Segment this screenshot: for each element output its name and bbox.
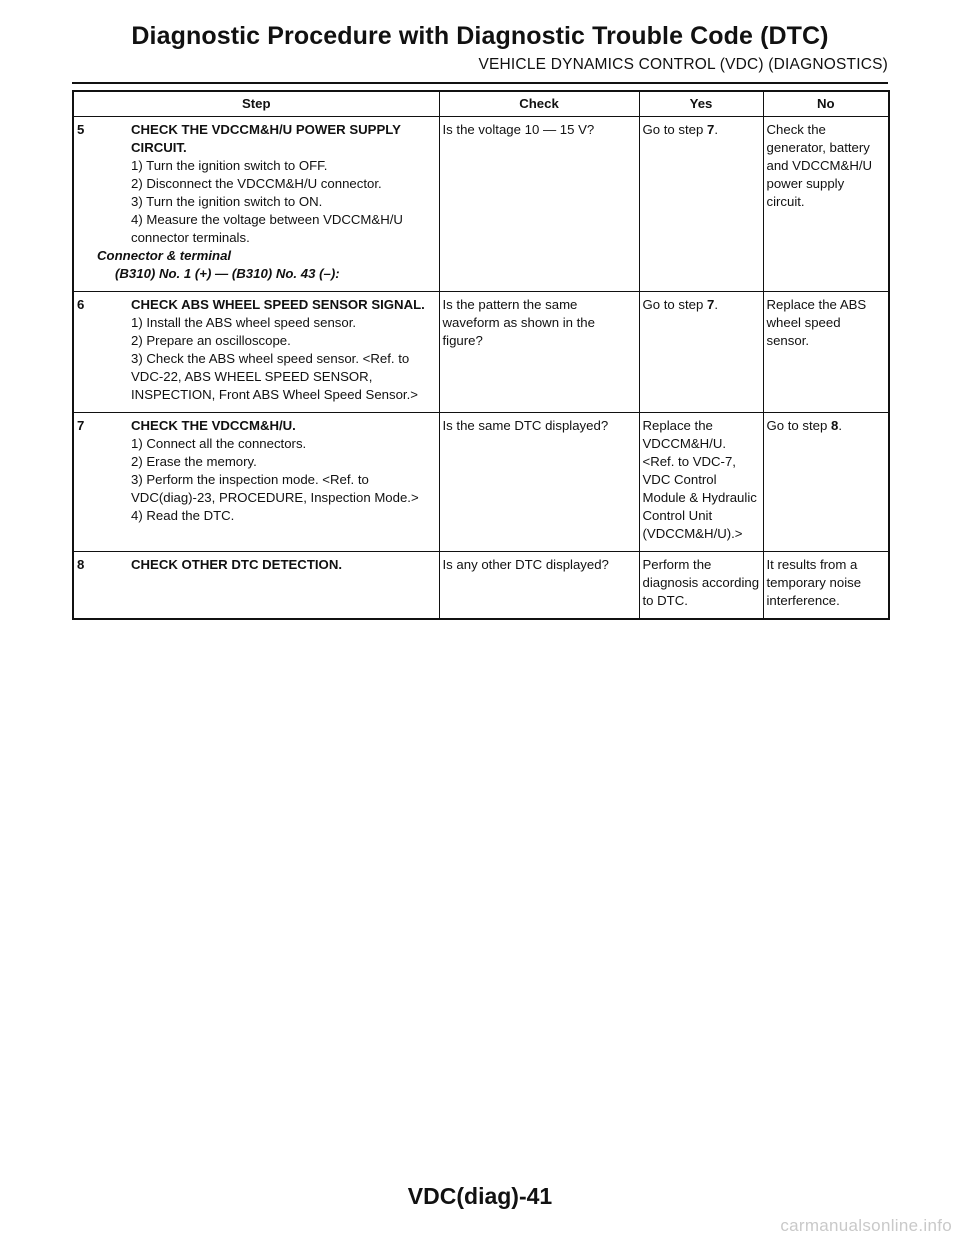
header-divider [72, 82, 888, 84]
step-instruction: 1) Connect all the connectors. [131, 436, 307, 451]
yes-cell [639, 292, 763, 413]
no-suffix: . [838, 418, 843, 433]
table-row [73, 552, 889, 620]
step-instruction: 1) Turn the ignition switch to OFF. [131, 158, 328, 173]
step-instruction: 4) Measure the voltage between VDCCM&H/U connector terminals. [131, 212, 403, 245]
column-header-step: Step [73, 91, 439, 117]
page-number: VDC(diag)-41 [407, 1183, 553, 1209]
no-step-ref: 8 [831, 418, 839, 433]
check-cell: Is any other DTC displayed? [439, 552, 639, 620]
step-instruction: 1) Install the ABS wheel speed sensor. [131, 315, 357, 330]
check-cell: Is the same DTC displayed? [439, 413, 639, 552]
no-cell: Replace the ABS wheel speed sensor. [763, 292, 889, 413]
check-cell: Is the voltage 10 — 15 V? [439, 117, 639, 292]
table-row [73, 413, 889, 552]
section-subtitle: VEHICLE DYNAMICS CONTROL (VDC) (DIAGNOSTICS) [478, 56, 888, 73]
yes-text: Go to step [642, 297, 708, 312]
step-number: 7 [77, 418, 85, 433]
step-instruction: 4) Read the DTC. [131, 508, 235, 523]
column-header-check: Check [439, 91, 639, 117]
step-instruction: 3) Check the ABS wheel speed sensor. <Ref. to VDC-22, ABS WHEEL SPEED SENSOR, INSPECTION, Front ABS Wheel Speed Sensor.> [131, 351, 418, 402]
step-number: 8 [77, 557, 85, 572]
watermark: carmanualsonline.info [780, 1216, 952, 1235]
step-instruction: 2) Erase the memory. [131, 454, 257, 469]
table-header-row [73, 91, 889, 117]
step-cell [73, 413, 439, 552]
no-cell: It results from a temporary noise interference. [763, 552, 889, 620]
step-number: 5 [77, 122, 85, 137]
step-cell [73, 552, 439, 620]
step-title: CHECK THE VDCCM&H/U. [131, 418, 296, 433]
table-row [73, 117, 889, 292]
step-cell [73, 292, 439, 413]
step-instruction: 3) Perform the inspection mode. <Ref. to VDC(diag)-23, PROCEDURE, Inspection Mode.> [131, 472, 419, 505]
step-title: CHECK ABS WHEEL SPEED SENSOR SIGNAL. [131, 297, 425, 312]
yes-cell: Replace the VDCCM&H/U. <Ref. to VDC-7, VDC Control Module & Hydraulic Control Unit (VDCCM&H/U).> [639, 413, 763, 552]
step-number: 6 [77, 297, 85, 312]
step-cell [73, 117, 439, 292]
no-cell [763, 413, 889, 552]
step-title: CHECK THE VDCCM&H/U POWER SUPPLY CIRCUIT. [131, 122, 401, 155]
step-instruction: 3) Turn the ignition switch to ON. [131, 194, 323, 209]
no-cell: Check the generator, battery and VDCCM&H/U power supply circuit. [763, 117, 889, 292]
yes-cell: Perform the diagnosis according to DTC. [639, 552, 763, 620]
step-instruction: 2) Prepare an oscilloscope. [131, 333, 291, 348]
connector-value: (B310) No. 1 (+) — (B310) No. 43 (–): [115, 266, 340, 281]
step-instruction: 2) Disconnect the VDCCM&H/U connector. [131, 176, 382, 191]
procedure-table [72, 90, 890, 620]
table-row [73, 292, 889, 413]
yes-text: Go to step [642, 122, 708, 137]
yes-step-ref: 7 [707, 122, 715, 137]
yes-cell [639, 117, 763, 292]
check-cell: Is the pattern the same waveform as shown in the figure? [439, 292, 639, 413]
yes-suffix: . [714, 122, 719, 137]
page-title: Diagnostic Procedure with Diagnostic Trouble Code (DTC) [131, 22, 829, 50]
column-header-no: No [763, 91, 889, 117]
yes-step-ref: 7 [707, 297, 715, 312]
no-text: Go to step [766, 418, 832, 433]
column-header-yes: Yes [639, 91, 763, 117]
step-title: CHECK OTHER DTC DETECTION. [131, 557, 342, 572]
connector-label: Connector & terminal [97, 248, 232, 263]
yes-suffix: . [714, 297, 719, 312]
